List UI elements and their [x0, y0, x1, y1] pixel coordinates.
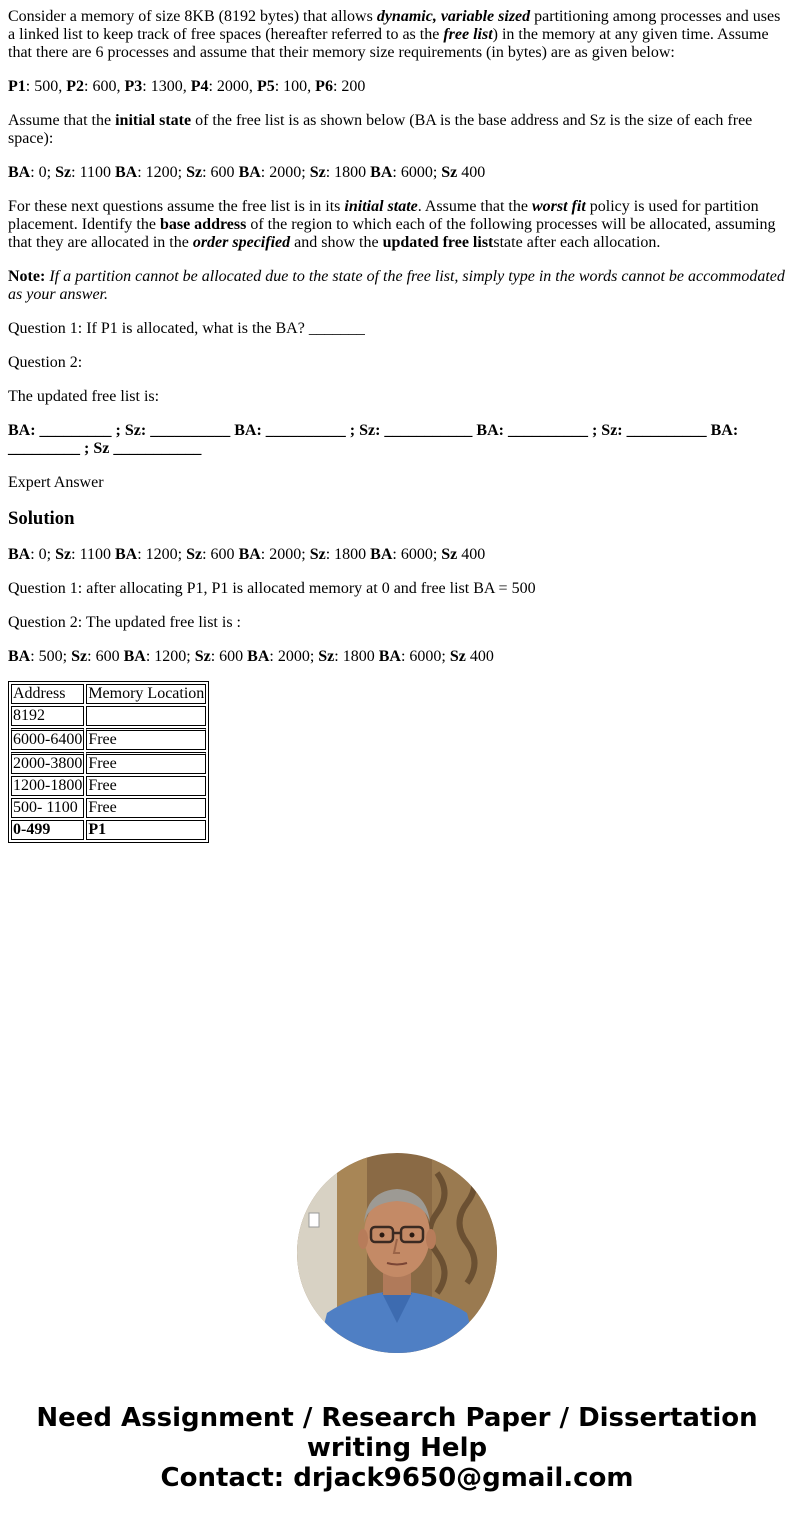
table-row	[11, 728, 206, 750]
worst-fit-paragraph: For these next questions assume the free list is in its initial state. Assume that the worst fit policy is used for partition placement. Identify the base address of the region to which each of the following processes will be allocated, assuming that they are allocated in the order specified and show the updated free liststate after each allocation.	[8, 198, 776, 251]
updated-free-list: BA: 500; Sz: 600 BA: 1200; Sz: 600 BA: 2000; Sz: 1800 BA: 6000; Sz 400	[8, 648, 494, 665]
footer-line: writing Help	[306, 1433, 488, 1463]
table-row	[11, 706, 206, 726]
table-cell: 500- 1100	[11, 798, 84, 818]
table-row	[11, 798, 206, 818]
footer-promo	[0, 1403, 794, 1493]
question-2: Question 2:	[8, 354, 83, 371]
table-cell: 1200-1800	[13, 777, 83, 794]
table-cell: 0-499	[11, 820, 84, 840]
question-1: Question 1: If P1 is allocated, what is the BA? _______	[8, 320, 365, 337]
table-header-cell: Memory Location	[88, 685, 205, 702]
expert-answer-label: Expert Answer	[8, 474, 104, 491]
table-row	[11, 776, 206, 796]
initial-free-list: BA: 0; Sz: 1100 BA: 1200; Sz: 600 BA: 2000; Sz: 1800 BA: 6000; Sz 400	[8, 164, 486, 181]
table-row	[11, 752, 206, 774]
author-avatar	[297, 1153, 497, 1353]
table-cell: Free	[86, 776, 206, 796]
initial-state-paragraph: Assume that the initial state of the free list is as shown below (BA is the base address and Sz is the size of each free space):	[8, 112, 753, 147]
table-cell: P1	[86, 820, 206, 840]
note-paragraph: Note: If a partition cannot be allocated due to the state of the free list, simply type in the words cannot be accommodated as your answer.	[8, 268, 785, 303]
table-cell: Free	[86, 728, 206, 750]
footer-contact: Contact: drjack9650@gmail.com	[160, 1463, 634, 1493]
table-header-row	[11, 684, 206, 704]
table-cell: Free	[86, 798, 206, 818]
table-cell: 8192	[11, 706, 84, 726]
table-cell: 2000-3800	[11, 752, 84, 774]
table-cell: 6000-6400	[11, 728, 84, 750]
footer-line: Need Assignment / Research Paper / Dissertation	[36, 1403, 758, 1433]
table-header-cell: Address	[11, 684, 84, 704]
answer-1: Question 1: after allocating P1, P1 is allocated memory at 0 and free list BA = 500	[8, 580, 536, 597]
table-row	[11, 820, 206, 840]
table-cell: Free	[86, 752, 206, 774]
answer-2: Question 2: The updated free list is :	[8, 614, 241, 631]
memory-map-table	[8, 681, 209, 843]
solution-heading: Solution	[8, 508, 75, 529]
solution-free-list: BA: 0; Sz: 1100 BA: 1200; Sz: 600 BA: 2000; Sz: 1800 BA: 6000; Sz 400	[8, 546, 486, 563]
table-cell	[86, 706, 206, 726]
process-sizes: P1: 500, P2: 600, P3: 1300, P4: 2000, P5: 100, P6: 200	[8, 78, 366, 95]
updated-free-list-label: The updated free list is:	[8, 388, 160, 405]
intro-paragraph: Consider a memory of size 8KB (8192 bytes) that allows dynamic, variable sized partitioning among processes and uses a linked list to keep track of free spaces (hereafter referred to as the free list) in the memory at any given time. Assume that there are 6 processes and assume that their memory size requirements (in bytes) are as given below:	[8, 8, 781, 61]
answer-blank-template: BA: _________ ; Sz: __________ BA: __________ ; Sz: ___________ BA: __________ ; Sz: __________ BA: _________ ; Sz ___________	[8, 422, 739, 457]
avatar-portrait	[297, 1153, 497, 1353]
